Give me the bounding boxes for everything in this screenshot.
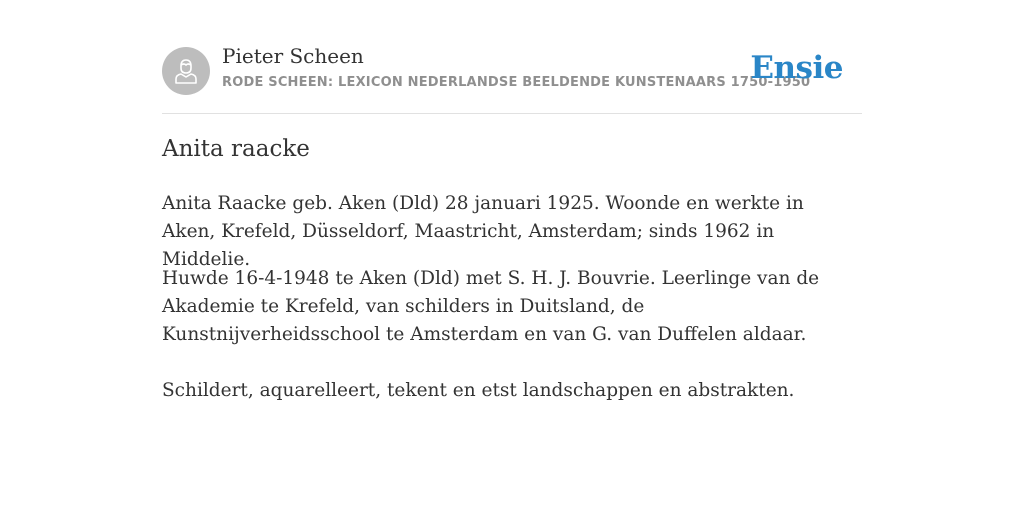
article-card: [162, 0, 862, 401]
author-name[interactable]: Pieter Scheen: [222, 44, 364, 68]
article-paragraph-1: Anita Raacke geb. Aken (Dld) 28 januari 1925. Woonde en werkte in Aken, Krefeld, Düsseldorf, Maastricht, Amsterdam; sinds 1962 in Middelie.: [162, 193, 804, 270]
article-title: Anita raacke: [162, 136, 310, 162]
article-paragraph-3: Schildert, aquarelleert, tekent en etst landschappen en abstrakten.: [162, 380, 795, 401]
user-avatar-icon: [172, 57, 200, 85]
author-avatar[interactable]: [162, 47, 210, 95]
article-paragraph-2: Huwde 16-4-1948 te Aken (Dld) met S. H. J. Bouvrie. Leerlinge van de Akademie te Krefeld, van schilders in Duitsland, de Kunstnijverheidsschool te Amsterdam en van G. van Duffelen aldaar.: [162, 268, 820, 345]
ensie-logo[interactable]: Ensie: [750, 50, 843, 86]
article-header: [162, 0, 862, 114]
source-title[interactable]: RODE SCHEEN: LEXICON NEDERLANDSE BEELDENDE KUNSTENAARS 1750-1950: [222, 75, 811, 90]
